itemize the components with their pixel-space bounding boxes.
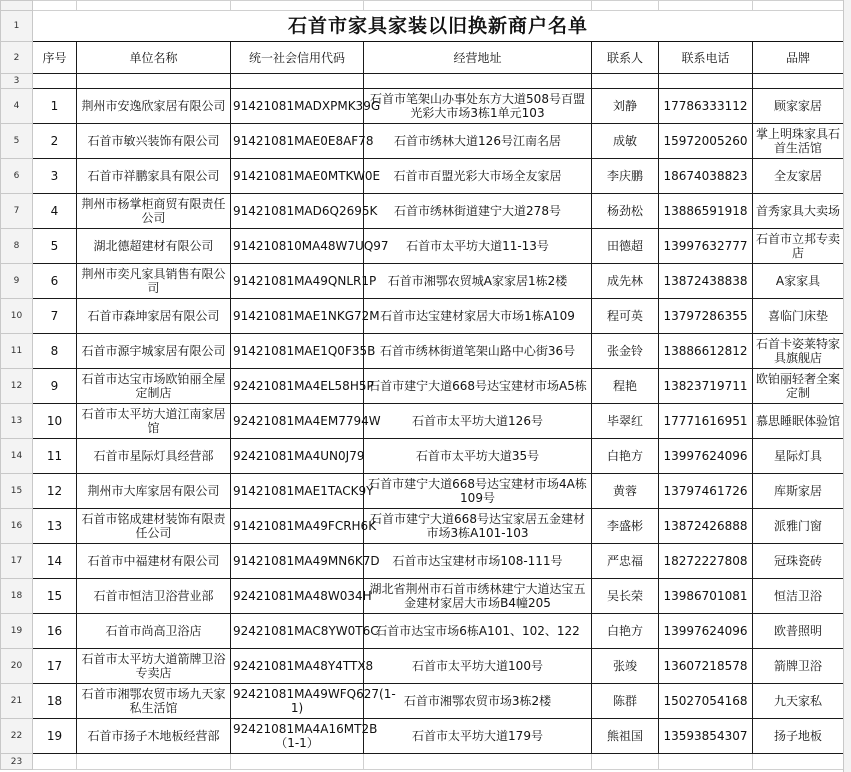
cell-credit-code[interactable]: 92421081MA4EM7794W	[231, 404, 364, 439]
cell-company[interactable]: 荆州市大库家居有限公司	[77, 474, 231, 509]
table-row	[1, 579, 844, 614]
row-number[interactable]: 12	[1, 369, 33, 404]
spreadsheet-row	[1, 754, 844, 770]
spreadsheet-row	[1, 1, 844, 11]
cell[interactable]	[77, 74, 231, 89]
cell-brand[interactable]: 全友家居	[753, 159, 844, 194]
cell-phone[interactable]: 13997624096	[659, 439, 753, 474]
cell-brand[interactable]: 欧铂丽轻奢全案定制	[753, 369, 844, 404]
cell-address[interactable]: 石首市笔架山办事处东方大道508号百盟光彩大市场3栋1单元103	[364, 89, 592, 124]
cell-phone[interactable]: 13797461726	[659, 474, 753, 509]
cell[interactable]	[592, 1, 659, 11]
cell-phone[interactable]: 17771616951	[659, 404, 753, 439]
table-row	[1, 474, 844, 509]
cell-credit-code[interactable]: 91421081MAE1Q0F35B	[231, 334, 364, 369]
table-row	[1, 369, 844, 404]
cell-company[interactable]: 石首市祥鹏家具有限公司	[77, 159, 231, 194]
cell-contact[interactable]: 程艳	[592, 369, 659, 404]
cell-address[interactable]: 石首市绣林大道126号江南名居	[364, 124, 592, 159]
cell-company[interactable]: 荆州市奕凡家具销售有限公司	[77, 264, 231, 299]
cell-contact[interactable]: 李盛彬	[592, 509, 659, 544]
table-row	[1, 719, 844, 754]
cell-address[interactable]: 石首市太平坊大道126号	[364, 404, 592, 439]
cell[interactable]	[77, 1, 231, 11]
cell-phone[interactable]: 18674038823	[659, 159, 753, 194]
cell-phone[interactable]: 13593854307	[659, 719, 753, 754]
cell-phone[interactable]: 17786333112	[659, 89, 753, 124]
cell-index[interactable]: 11	[33, 439, 77, 474]
row-number[interactable]: 8	[1, 229, 33, 264]
cell-brand[interactable]: 石首市立邦专卖店	[753, 229, 844, 264]
cell-brand[interactable]: 扬子地板	[753, 719, 844, 754]
cell-address[interactable]: 石首市建宁大道668号达宝建材市场4A栋109号	[364, 474, 592, 509]
title-row	[1, 11, 844, 42]
cell-index[interactable]: 3	[33, 159, 77, 194]
cell[interactable]	[753, 1, 844, 11]
cell-index[interactable]: 1	[33, 89, 77, 124]
cell-brand[interactable]: 派雅门窗	[753, 509, 844, 544]
cell-address[interactable]: 石首市达宝建材市场108-111号	[364, 544, 592, 579]
cell-index[interactable]: 18	[33, 684, 77, 719]
table-row	[1, 684, 844, 719]
cell-phone[interactable]: 13872438838	[659, 264, 753, 299]
cell-brand[interactable]: 石首卡姿莱特家具旗舰店	[753, 334, 844, 369]
cell-address[interactable]: 石首市太平坊大道35号	[364, 439, 592, 474]
cell-company[interactable]: 石首市源宇城家居有限公司	[77, 334, 231, 369]
cell-company[interactable]: 石首市星际灯具经营部	[77, 439, 231, 474]
cell-contact[interactable]: 张金铃	[592, 334, 659, 369]
cell-brand[interactable]: 箭牌卫浴	[753, 649, 844, 684]
cell-index[interactable]: 5	[33, 229, 77, 264]
cell[interactable]	[659, 754, 753, 770]
cell-contact[interactable]: 白艳方	[592, 439, 659, 474]
cell-credit-code[interactable]: 92421081MA4UN0J79	[231, 439, 364, 474]
cell-contact[interactable]: 严忠福	[592, 544, 659, 579]
cell-address[interactable]: 石首市湘鄂农贸市场3栋2楼	[364, 684, 592, 719]
row-number[interactable]: 13	[1, 404, 33, 439]
header-cell-phone[interactable]: 联系电话	[659, 42, 753, 74]
cell-address[interactable]: 石首市建宁大道668号达宝建材市场A5栋	[364, 369, 592, 404]
cell-index[interactable]: 19	[33, 719, 77, 754]
row-number[interactable]: 11	[1, 334, 33, 369]
row-number[interactable]: 4	[1, 89, 33, 124]
cell-phone[interactable]: 13886591918	[659, 194, 753, 229]
cell-address[interactable]: 石首市太平坊大道179号	[364, 719, 592, 754]
row-number[interactable]: 15	[1, 474, 33, 509]
cell-brand[interactable]: 喜临门床垫	[753, 299, 844, 334]
cell-index[interactable]: 8	[33, 334, 77, 369]
cell-company[interactable]: 石首市中福建材有限公司	[77, 544, 231, 579]
cell-brand[interactable]: 首秀家具大卖场	[753, 194, 844, 229]
cell[interactable]	[231, 754, 364, 770]
cell-phone[interactable]: 13797286355	[659, 299, 753, 334]
cell-index[interactable]: 17	[33, 649, 77, 684]
cell-phone[interactable]: 13872426888	[659, 509, 753, 544]
row-number[interactable]: 1	[1, 11, 33, 42]
table-row	[1, 194, 844, 229]
cell[interactable]	[659, 1, 753, 11]
cell[interactable]	[592, 74, 659, 89]
cell-brand[interactable]: 九天家私	[753, 684, 844, 719]
table-row	[1, 334, 844, 369]
cell-contact[interactable]: 白艳方	[592, 614, 659, 649]
cell-brand[interactable]: 顾家家居	[753, 89, 844, 124]
cell-brand[interactable]: 欧普照明	[753, 614, 844, 649]
cell-address[interactable]: 湖北省荆州市石首市绣林建宁大道达宝五金建材家居大市场B4幢205	[364, 579, 592, 614]
cell[interactable]	[77, 754, 231, 770]
cell-contact[interactable]: 陈群	[592, 684, 659, 719]
table-row	[1, 649, 844, 684]
cell-company[interactable]: 石首市达宝市场欧铂丽全屋定制店	[77, 369, 231, 404]
table-row	[1, 404, 844, 439]
cell-contact[interactable]: 吴长荣	[592, 579, 659, 614]
cell-company[interactable]: 湖北德超建材有限公司	[77, 229, 231, 264]
cell-credit-code[interactable]: 91421081MA49FCRH6K	[231, 509, 364, 544]
row-number[interactable]: 18	[1, 579, 33, 614]
cell-brand[interactable]: 库斯家居	[753, 474, 844, 509]
row-number[interactable]: 10	[1, 299, 33, 334]
cell-phone[interactable]: 13997624096	[659, 614, 753, 649]
cell-company[interactable]: 石首市尚高卫浴店	[77, 614, 231, 649]
table-row	[1, 159, 844, 194]
row-number[interactable]: 9	[1, 264, 33, 299]
header-cell-contact[interactable]: 联系人	[592, 42, 659, 74]
header-row	[1, 42, 844, 74]
cell-credit-code[interactable]: 91421081MAE1TACK9Y	[231, 474, 364, 509]
row-number[interactable]: 21	[1, 684, 33, 719]
cell-contact[interactable]: 熊祖国	[592, 719, 659, 754]
header-cell-brand[interactable]: 品牌	[753, 42, 844, 74]
cell-contact[interactable]: 程可英	[592, 299, 659, 334]
cell-address[interactable]: 石首市百盟光彩大市场全友家居	[364, 159, 592, 194]
cell-company[interactable]: 石首市铭成建材装饰有限责任公司	[77, 509, 231, 544]
header-cell-credit-code[interactable]: 统一社会信用代码	[231, 42, 364, 74]
row-number[interactable]: 22	[1, 719, 33, 754]
cell-credit-code[interactable]: 914210810MA48W7UQ97	[231, 229, 364, 264]
cell-company[interactable]: 石首市森坤家居有限公司	[77, 299, 231, 334]
cell[interactable]	[33, 1, 77, 11]
cell-brand[interactable]: 掌上明珠家具石首生活馆	[753, 124, 844, 159]
row-number[interactable]: 19	[1, 614, 33, 649]
header-cell-address[interactable]: 经营地址	[364, 42, 592, 74]
cell-index[interactable]: 7	[33, 299, 77, 334]
cell[interactable]	[753, 754, 844, 770]
spreadsheet-row	[1, 74, 844, 89]
cell-index[interactable]: 12	[33, 474, 77, 509]
cell-contact[interactable]: 杨劲松	[592, 194, 659, 229]
cell-contact[interactable]: 成先林	[592, 264, 659, 299]
table-row	[1, 439, 844, 474]
cell-credit-code[interactable]: 92421081MA48W034H	[231, 579, 364, 614]
header-cell-company[interactable]: 单位名称	[77, 42, 231, 74]
cell-address[interactable]: 石首市达宝建材家居大市场1栋A109	[364, 299, 592, 334]
cell-brand[interactable]: 慕思睡眠体验馆	[753, 404, 844, 439]
table-row	[1, 89, 844, 124]
sheet-title[interactable]: 石首市家具家装以旧换新商户名单	[33, 11, 844, 42]
cell-credit-code[interactable]: 92421081MA48Y4TTX8	[231, 649, 364, 684]
cell-phone[interactable]: 13986701081	[659, 579, 753, 614]
cell[interactable]	[364, 1, 592, 11]
cell[interactable]	[33, 74, 77, 89]
vertical-scrollbar[interactable]	[843, 0, 851, 772]
cell-contact[interactable]: 成敏	[592, 124, 659, 159]
cell[interactable]	[364, 74, 592, 89]
cell-contact[interactable]: 黄蓉	[592, 474, 659, 509]
row-number[interactable]: 14	[1, 439, 33, 474]
cell-contact[interactable]: 毕翠红	[592, 404, 659, 439]
cell[interactable]	[33, 754, 77, 770]
cell-company[interactable]: 石首市太平坊大道江南家居馆	[77, 404, 231, 439]
table-row	[1, 229, 844, 264]
table-row	[1, 544, 844, 579]
cell-phone[interactable]: 15972005260	[659, 124, 753, 159]
cell-address[interactable]: 石首市太平坊大道11-13号	[364, 229, 592, 264]
cell[interactable]	[659, 74, 753, 89]
cell-brand[interactable]: 恒洁卫浴	[753, 579, 844, 614]
cell[interactable]	[753, 74, 844, 89]
cell-credit-code[interactable]: 91421081MAE1NKG72M	[231, 299, 364, 334]
cell-address[interactable]: 石首市绣林街道笔架山路中心街36号	[364, 334, 592, 369]
cell[interactable]	[364, 754, 592, 770]
row-number[interactable]: 16	[1, 509, 33, 544]
cell-credit-code[interactable]: 91421081MAD6Q2695K	[231, 194, 364, 229]
cell-phone[interactable]: 13823719711	[659, 369, 753, 404]
cell-index[interactable]: 2	[33, 124, 77, 159]
cell-index[interactable]: 14	[33, 544, 77, 579]
cell-phone[interactable]: 18272227808	[659, 544, 753, 579]
cell-company[interactable]: 荆州市杨掌柜商贸有限责任公司	[77, 194, 231, 229]
cell-brand[interactable]: 冠珠瓷砖	[753, 544, 844, 579]
row-number[interactable]: 7	[1, 194, 33, 229]
cell-company[interactable]: 石首市扬子木地板经营部	[77, 719, 231, 754]
cell-address[interactable]: 石首市绣林街道建宁大道278号	[364, 194, 592, 229]
cell-credit-code[interactable]: 91421081MAE0E8AF78	[231, 124, 364, 159]
cell-credit-code[interactable]: 91421081MAE0MTKW0E	[231, 159, 364, 194]
row-number[interactable]: 20	[1, 649, 33, 684]
table-row	[1, 299, 844, 334]
cell-contact[interactable]: 田德超	[592, 229, 659, 264]
cell-index[interactable]: 13	[33, 509, 77, 544]
header-cell-index[interactable]: 序号	[33, 42, 77, 74]
cell-address[interactable]: 石首市太平坊大道100号	[364, 649, 592, 684]
cell-phone[interactable]: 13886612812	[659, 334, 753, 369]
cell-index[interactable]: 15	[33, 579, 77, 614]
cell-contact[interactable]: 张竣	[592, 649, 659, 684]
row-number[interactable]: 17	[1, 544, 33, 579]
cell-address[interactable]: 石首市达宝市场6栋A101、102、122	[364, 614, 592, 649]
cell-contact[interactable]: 李庆鹏	[592, 159, 659, 194]
cell-credit-code[interactable]: 92421081MA4EL58H5P	[231, 369, 364, 404]
row-number[interactable]: 23	[1, 754, 33, 770]
cell-phone[interactable]: 15027054168	[659, 684, 753, 719]
cell-credit-code[interactable]: 92421081MA4A16MT2B（1-1）	[231, 719, 364, 754]
cell-credit-code[interactable]: 91421081MADXPMK39G	[231, 89, 364, 124]
cell-credit-code[interactable]: 92421081MA49WFQ627(1-1)	[231, 684, 364, 719]
table-row	[1, 264, 844, 299]
cell-company[interactable]: 石首市敏兴装饰有限公司	[77, 124, 231, 159]
table-row	[1, 614, 844, 649]
row-number[interactable]: 6	[1, 159, 33, 194]
cell-company[interactable]: 荆州市安逸欣家居有限公司	[77, 89, 231, 124]
cell-credit-code[interactable]: 91421081MA49MN6K7D	[231, 544, 364, 579]
row-number[interactable]: 2	[1, 42, 33, 74]
cell-company[interactable]: 石首市湘鄂农贸市场九天家私生活馆	[77, 684, 231, 719]
cell-brand[interactable]: 星际灯具	[753, 439, 844, 474]
row-number[interactable]: 5	[1, 124, 33, 159]
cell-address[interactable]: 石首市建宁大道668号达宝家居五金建材市场3栋A101-103	[364, 509, 592, 544]
cell-credit-code[interactable]: 92421081MAC8YW0T6C	[231, 614, 364, 649]
cell-contact[interactable]: 刘静	[592, 89, 659, 124]
cell-index[interactable]: 10	[33, 404, 77, 439]
table-row	[1, 124, 844, 159]
table-row	[1, 509, 844, 544]
cell-phone[interactable]: 13607218578	[659, 649, 753, 684]
cell-index[interactable]: 6	[33, 264, 77, 299]
cell-company[interactable]: 石首市恒洁卫浴营业部	[77, 579, 231, 614]
cell-index[interactable]: 4	[33, 194, 77, 229]
cell-index[interactable]: 9	[33, 369, 77, 404]
cell[interactable]	[231, 74, 364, 89]
cell-brand[interactable]: A家家具	[753, 264, 844, 299]
cell[interactable]	[592, 754, 659, 770]
cell-address[interactable]: 石首市湘鄂农贸城A家家居1栋2楼	[364, 264, 592, 299]
cell-company[interactable]: 石首市太平坊大道箭牌卫浴专卖店	[77, 649, 231, 684]
cell-credit-code[interactable]: 91421081MA49QNLR1P	[231, 264, 364, 299]
cell-index[interactable]: 16	[33, 614, 77, 649]
row-number[interactable]: 3	[1, 74, 33, 89]
cell[interactable]	[231, 1, 364, 11]
row-number[interactable]	[1, 1, 33, 11]
cell-phone[interactable]: 13997632777	[659, 229, 753, 264]
